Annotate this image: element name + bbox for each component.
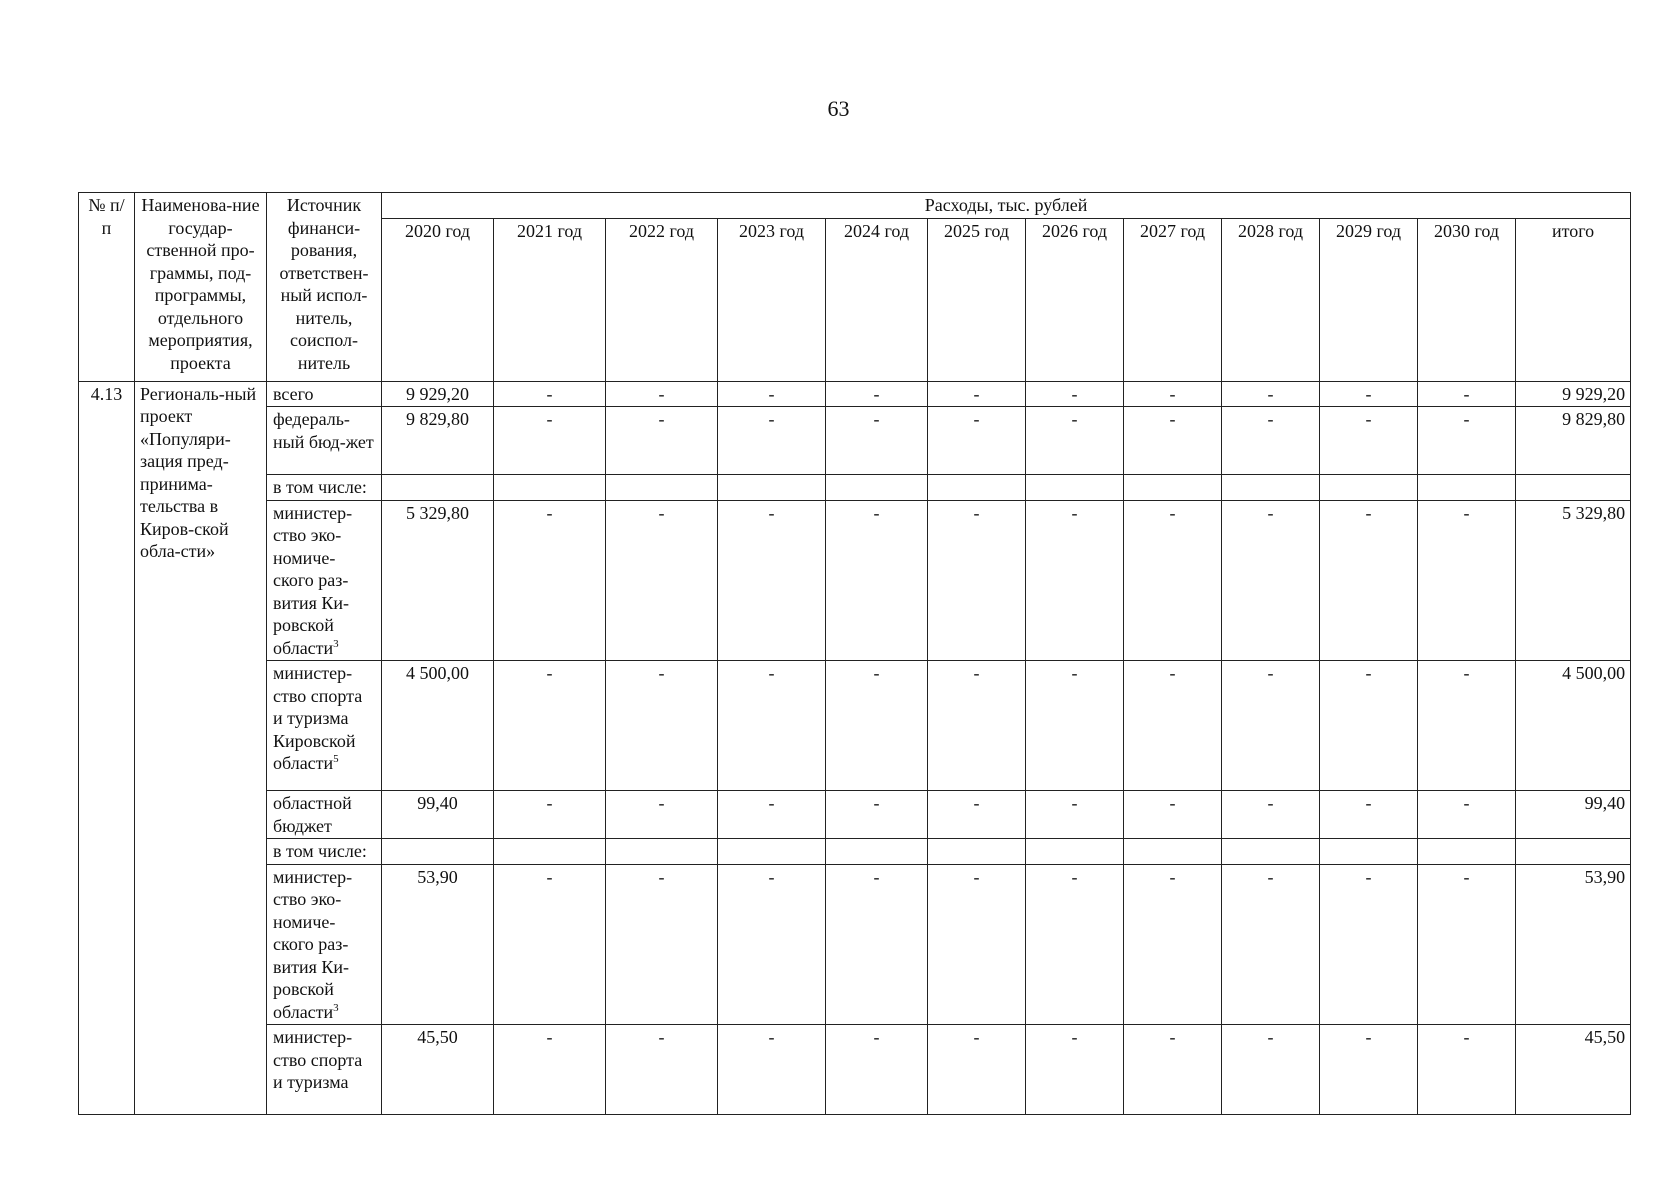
value-dash: -: [494, 407, 606, 475]
value-dash: -: [1222, 381, 1320, 407]
value-dash: -: [1026, 407, 1124, 475]
year-header: 2029 год: [1320, 218, 1418, 381]
source-text: областной бюджет: [273, 793, 352, 836]
value-dash: -: [1026, 1025, 1124, 1115]
value-dash: -: [1222, 407, 1320, 475]
value-dash: [826, 839, 928, 865]
year-header: 2028 год: [1222, 218, 1320, 381]
value-dash: -: [1222, 661, 1320, 791]
value-dash: -: [1124, 864, 1222, 1025]
source-cell: [267, 791, 382, 839]
page-number: 63: [827, 96, 850, 121]
source-text: в том числе:: [273, 477, 367, 497]
col-name-header: Наименова-ние государ-ственной про-граммы, под-программы, отдельного мероприятия, проекта: [135, 193, 267, 382]
value-dash: -: [1124, 407, 1222, 475]
table-row: [79, 791, 1631, 839]
value-dash: -: [718, 381, 826, 407]
source-text: министер-ство эко-номиче-ского раз-вития Ки-ровской области: [273, 866, 353, 1022]
table-row: [79, 839, 1631, 865]
value-dash: [1222, 475, 1320, 501]
year-header: 2022 год: [606, 218, 718, 381]
value-dash: -: [1124, 791, 1222, 839]
value-dash: -: [826, 864, 928, 1025]
source-cell: [267, 407, 382, 475]
value-2020: 4 500,00: [382, 661, 494, 791]
value-dash: -: [1026, 791, 1124, 839]
value-dash: -: [606, 661, 718, 791]
footnote-mark: 5: [333, 753, 339, 765]
value-dash: [718, 475, 826, 501]
value-dash: [1124, 839, 1222, 865]
value-dash: -: [1418, 791, 1516, 839]
value-dash: [1418, 839, 1516, 865]
year-header: 2020 год: [382, 218, 494, 381]
item-name: Региональ-ный проект «Популяри-зация пред-принима-тельства в Киров-ской обла-сти»: [135, 381, 267, 1115]
source-cell: [267, 500, 382, 661]
value-dash: -: [1320, 500, 1418, 661]
value-2020: [382, 839, 494, 865]
value-dash: -: [826, 407, 928, 475]
value-dash: -: [928, 791, 1026, 839]
value-dash: -: [718, 500, 826, 661]
source-cell: [267, 864, 382, 1025]
value-dash: -: [1418, 864, 1516, 1025]
value-dash: -: [1320, 1025, 1418, 1115]
table-row: [79, 475, 1631, 501]
value-dash: [928, 839, 1026, 865]
value-dash: -: [494, 864, 606, 1025]
value-total: [1516, 839, 1631, 865]
value-dash: -: [1026, 381, 1124, 407]
value-dash: -: [826, 661, 928, 791]
value-dash: -: [718, 407, 826, 475]
source-text: федераль-ный бюд-жет: [273, 409, 374, 452]
value-total: [1516, 475, 1631, 501]
value-dash: [928, 475, 1026, 501]
year-header: 2027 год: [1124, 218, 1222, 381]
value-dash: [494, 475, 606, 501]
table-row: [79, 864, 1631, 1025]
value-dash: -: [1026, 500, 1124, 661]
value-total: 99,40: [1516, 791, 1631, 839]
value-2020: 99,40: [382, 791, 494, 839]
value-dash: -: [606, 791, 718, 839]
value-dash: -: [494, 791, 606, 839]
value-dash: -: [928, 1025, 1026, 1115]
value-dash: -: [1026, 864, 1124, 1025]
source-cell: [267, 661, 382, 791]
value-dash: -: [1124, 661, 1222, 791]
expenses-header: Расходы, тыс. рублей: [382, 193, 1631, 219]
value-dash: -: [606, 381, 718, 407]
value-dash: [826, 475, 928, 501]
value-2020: 9 829,80: [382, 407, 494, 475]
footnote-mark: 3: [333, 637, 339, 650]
header-row-1: [79, 193, 1631, 219]
source-cell: [267, 475, 382, 501]
value-dash: -: [1320, 407, 1418, 475]
value-dash: -: [606, 864, 718, 1025]
footnote-mark: 3: [333, 1001, 339, 1014]
source-cell: [267, 1025, 382, 1115]
col-number-header: № п/п: [79, 193, 135, 382]
value-dash: [1320, 839, 1418, 865]
value-dash: [1026, 839, 1124, 865]
value-dash: -: [1418, 661, 1516, 791]
value-dash: -: [826, 1025, 928, 1115]
table-row: [79, 500, 1631, 661]
value-dash: -: [928, 864, 1026, 1025]
value-dash: -: [606, 500, 718, 661]
value-dash: -: [1418, 381, 1516, 407]
value-dash: -: [1320, 864, 1418, 1025]
value-total: 5 329,80: [1516, 500, 1631, 661]
value-dash: -: [718, 864, 826, 1025]
year-header: 2025 год: [928, 218, 1026, 381]
source-cell: [267, 839, 382, 865]
year-header: 2026 год: [1026, 218, 1124, 381]
value-dash: -: [928, 407, 1026, 475]
value-dash: [1026, 475, 1124, 501]
value-dash: [1124, 475, 1222, 501]
value-dash: [718, 839, 826, 865]
value-dash: [1222, 839, 1320, 865]
value-2020: 5 329,80: [382, 500, 494, 661]
year-header: 2030 год: [1418, 218, 1516, 381]
value-dash: -: [826, 500, 928, 661]
value-dash: -: [1222, 1025, 1320, 1115]
value-total: 9 829,80: [1516, 407, 1631, 475]
value-total: 9 929,20: [1516, 381, 1631, 407]
value-dash: [606, 839, 718, 865]
item-number: 4.13: [79, 381, 135, 1115]
value-dash: -: [494, 381, 606, 407]
value-total: 45,50: [1516, 1025, 1631, 1115]
value-dash: -: [494, 500, 606, 661]
value-dash: [1418, 475, 1516, 501]
value-dash: -: [1124, 381, 1222, 407]
value-dash: -: [826, 791, 928, 839]
year-header: 2021 год: [494, 218, 606, 381]
value-total: 4 500,00: [1516, 661, 1631, 791]
table-row: [79, 1025, 1631, 1115]
value-dash: -: [1222, 791, 1320, 839]
value-2020: 45,50: [382, 1025, 494, 1115]
value-dash: -: [1222, 500, 1320, 661]
value-dash: -: [826, 381, 928, 407]
value-dash: -: [1124, 1025, 1222, 1115]
value-dash: -: [1418, 407, 1516, 475]
value-dash: -: [1320, 791, 1418, 839]
value-dash: -: [718, 1025, 826, 1115]
value-total: 53,90: [1516, 864, 1631, 1025]
value-dash: -: [928, 661, 1026, 791]
value-dash: [1320, 475, 1418, 501]
value-dash: -: [1320, 661, 1418, 791]
value-dash: -: [494, 1025, 606, 1115]
col-source-header: Источник финанси-рования, ответствен-ный испол-нитель, соиспол-нитель: [267, 193, 382, 382]
budget-table: [78, 192, 1631, 1115]
value-dash: -: [718, 661, 826, 791]
value-dash: [606, 475, 718, 501]
value-dash: -: [1418, 500, 1516, 661]
value-dash: -: [606, 1025, 718, 1115]
value-dash: [494, 839, 606, 865]
value-dash: -: [606, 407, 718, 475]
source-cell: [267, 381, 382, 407]
value-dash: -: [718, 791, 826, 839]
value-dash: -: [1418, 1025, 1516, 1115]
value-2020: [382, 475, 494, 501]
value-dash: -: [1222, 864, 1320, 1025]
year-header: итого: [1516, 218, 1631, 381]
year-header: 2023 год: [718, 218, 826, 381]
source-text: министер-ство эко-номиче-ского раз-вития Ки-ровской области: [273, 502, 353, 658]
value-dash: -: [1026, 661, 1124, 791]
value-dash: -: [928, 500, 1026, 661]
source-text: министер-ство спорта и туризма Кировской области: [273, 663, 363, 773]
year-header: 2024 год: [826, 218, 928, 381]
value-dash: -: [1320, 381, 1418, 407]
value-dash: -: [928, 381, 1026, 407]
source-text: всего: [273, 383, 314, 404]
value-dash: -: [1124, 500, 1222, 661]
table-row: [79, 381, 1631, 407]
source-text: министер-ство спорта и туризма: [273, 1027, 363, 1092]
value-2020: 9 929,20: [382, 381, 494, 407]
value-dash: -: [494, 661, 606, 791]
value-2020: 53,90: [382, 864, 494, 1025]
table-row: [79, 407, 1631, 475]
table-row: [79, 661, 1631, 791]
source-text: в том числе:: [273, 841, 367, 861]
